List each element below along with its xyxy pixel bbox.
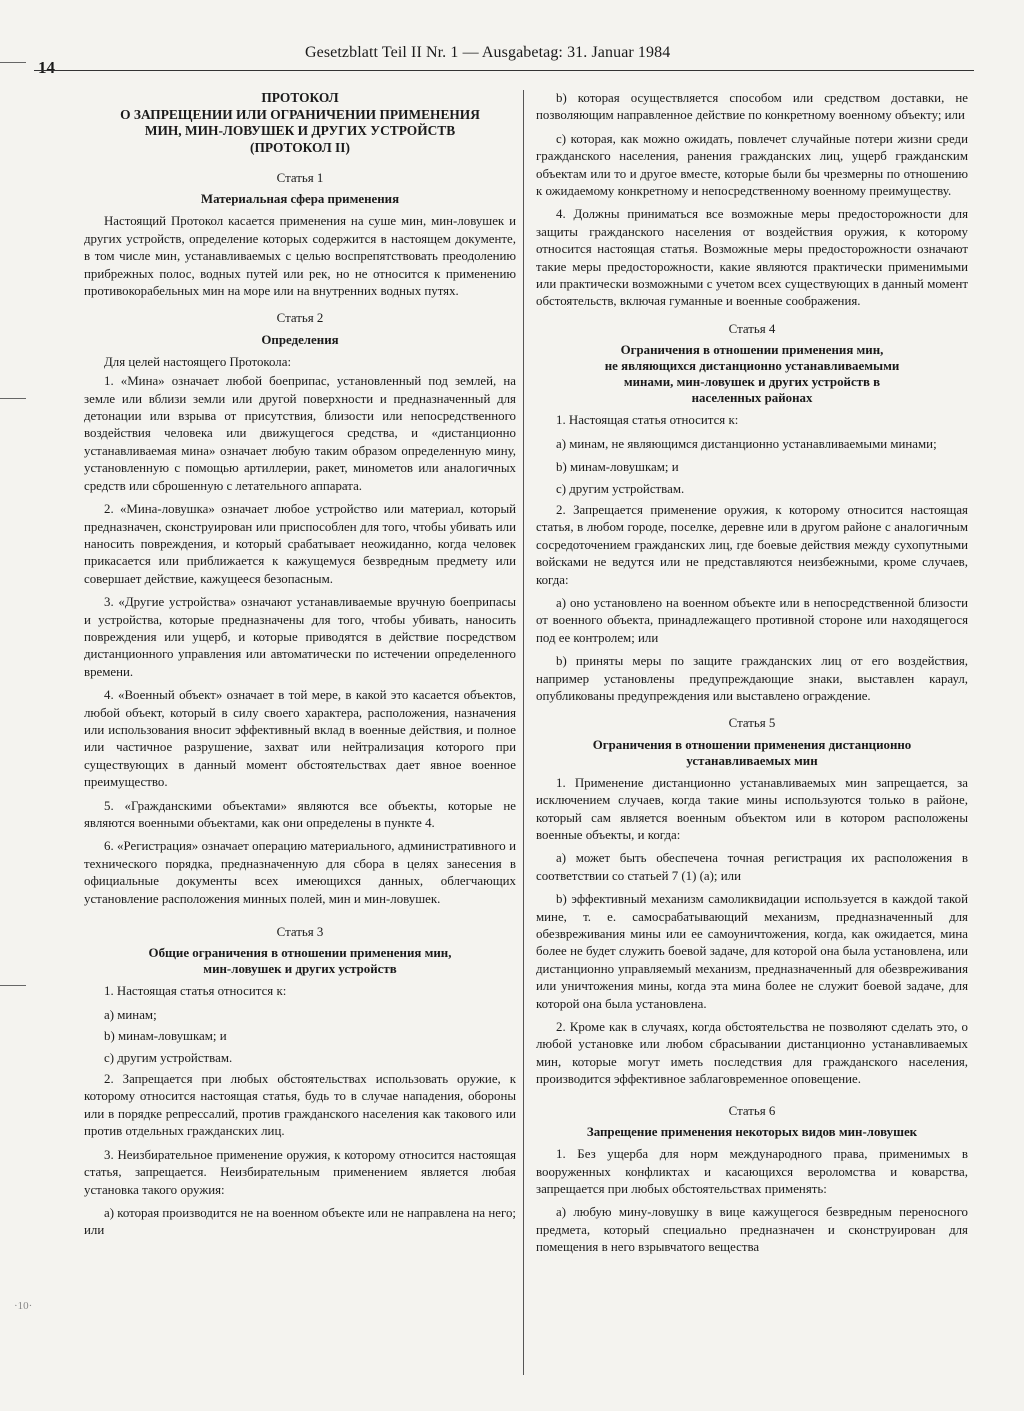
article-2-item: 2. «Мина-ловушка» означает любое устройство или материал, который предназначен, сконструирован или приспособлен для того, чтобы убивать или наносить повреждения, и который срабатывает неожиданно, когда человек прикасается или приближается к кажущемуся безвредным предмету или совершает действие, кажущееся безопасным. xyxy=(84,502,516,586)
left-column xyxy=(84,90,516,1246)
article-2-number: Статья 2 xyxy=(276,311,324,326)
right-column xyxy=(536,90,968,1263)
title-line: ПРОТОКОЛ xyxy=(261,90,339,105)
heading-line: Ограничения в отношении применения дистанционно xyxy=(592,737,912,752)
article-3-subitem: c) которая, как можно ожидать, повлечет случайные потери жизни среди гражданского населения, ранения гражданских лиц, ущерб гражданским объектам или то и другое вместе, которые были бы чрезмерны по отношению к ожидаемому конкретному и непосредственному военному преимуществу. xyxy=(536,131,968,199)
article-4-heading xyxy=(536,342,968,406)
article-3-paragraph: 2. Запрещается при любых обстоятельствах использовать оружие, к которому относится настоящая статья, будь то в случае нападения, обороны или в порядке репрессалий, против гражданского населения как такового или против отдельных гражданских лиц. xyxy=(84,1072,516,1139)
list-item: b) минам-ловушкам; и xyxy=(104,1029,227,1044)
list-item: c) другим устройствам. xyxy=(556,481,685,496)
list-item: a) минам, не являющимся дистанционно устанавливаемыми минами; xyxy=(556,436,937,451)
article-2-item: 1. «Мина» означает любой боеприпас, установленный под землей, на земле или вблизи земли или другой поверхности и предназначенный для детонации или взрыва от присутствия, близости или непосредственного воздействия человека или движущегося средства, и «дистанционно устанавливаемая мина» означает любую таким образом определенную мину, установленную с помощью артиллерии, ракет, минометов или аналогичных средств или сброшенную с летательного аппарата. xyxy=(84,374,516,493)
title-line: (ПРОТОКОЛ II) xyxy=(250,139,350,155)
heading-line: населенных районах xyxy=(691,391,813,406)
article-6-heading: Запрещение применения некоторых видов мин-ловушек xyxy=(586,1125,918,1140)
article-2-item: 5. «Гражданскими объектами» являются все объекты, которые не являются военными объектами, как они определены в пункте 4. xyxy=(84,798,516,830)
header-rule xyxy=(34,70,974,71)
article-2-item: 3. «Другие устройства» означают устанавливаемые вручную боеприпасы и устройства, которые предназначены для того, чтобы убивать, наносить повреждения или ущерб, и которые приводятся в действие посредством дистанционного управления или автоматически по истечении определенного времени. xyxy=(84,595,516,679)
margin-tick xyxy=(0,985,26,986)
heading-line: Ограничения в отношении применения мин, xyxy=(620,343,884,358)
article-5-paragraph: 2. Кроме как в случаях, когда обстоятельства не позволяют сделать это, о любой установке или любом сбрасывании дистанционно устанавливаемых мин, которые могут иметь последствия для гражданского населения, производится эффективное заблаговременное оповещение. xyxy=(536,1020,968,1087)
title-line: МИН, МИН-ЛОВУШЕК И ДРУГИХ УСТРОЙСТВ xyxy=(144,123,456,138)
heading-line: Общие ограничения в отношении применения мин, xyxy=(148,946,452,961)
title-line: О ЗАПРЕЩЕНИИ ИЛИ ОГРАНИЧЕНИИ ПРИМЕНЕНИЯ xyxy=(120,106,480,122)
heading-line: мин-ловушек и других устройств xyxy=(203,962,397,977)
article-3-heading xyxy=(84,945,516,977)
article-4-subitem: b) приняты меры по защите гражданских лиц от его воздействия, например установлены предупреждающие знаки, выставлен караул, опубликованы предупреждения или выставлено ограждение. xyxy=(536,654,968,703)
article-2-intro: Для целей настоящего Протокола: xyxy=(104,354,292,369)
article-1-heading: Материальная сфера применения xyxy=(200,192,400,207)
article-2-heading: Определения xyxy=(261,332,339,347)
article-5-heading xyxy=(536,737,968,769)
article-4-number: Статья 4 xyxy=(728,321,776,336)
article-4-paragraph: 2. Запрещается применение оружия, к которому относится настоящая статья, в любом городе, поселке, деревне или в другом районе с аналогичным сосредоточением гражданских лиц, где боевые действия между сухопутными войсками не ведутся или не представляются неизбежными, кроме случаев, когда: xyxy=(536,502,968,587)
article-3-number: Статья 3 xyxy=(276,925,324,940)
article-3-paragraph: 3. Неизбирательное применение оружия, к которому относится настоящая статья, запрещается. Неизбирательным применением является любая установка такого оружия: xyxy=(84,1147,516,1197)
article-5-paragraph: 1. Применение дистанционно устанавливаемых мин запрещается, за исключением случаев, когда такие мины используются только в районе, который сам является военным объектом или в котором расположены военные объекты, и когда: xyxy=(536,775,968,842)
margin-tick xyxy=(0,398,26,399)
article-2-item: 4. «Военный объект» означает в той мере, в какой это касается объектов, любой объект, который в силу своего характера, расположения, назначения или использования вносит эффективный вклад в военные действия, и полное или частичное разрушение, захват или нейтрализация которого при существующих в данный момент обстоятельствах дает явное военное преимущество. xyxy=(84,688,516,790)
article-1-text: Настоящий Протокол касается применения на суше мин, мин-ловушек и других устройств, определение которых содержится в настоящем документе, в том числе мин, устанавливаемых с целью воспрепятствовать преодолению прибрежных полос, водных путей или рек, но не относится к применению противокорабельных мин на море или на внутренних водных путях. xyxy=(84,214,516,299)
margin-tick xyxy=(0,62,26,63)
article-3-paragraph: 1. Настоящая статья относится к: xyxy=(104,984,287,999)
article-5-number: Статья 5 xyxy=(728,716,776,731)
article-6-number: Статья 6 xyxy=(728,1103,776,1118)
article-2-item: 6. «Регистрация» означает операцию материального, административного и технического порядка, предназначенную для сбора в целях занесения в официальные документы всех имеющихся данных, облегчающих установление расположения минных полей, мин и мин-ловушек. xyxy=(84,839,516,906)
article-5-subitem: a) может быть обеспечена точная регистрация их расположения в соответствии со статьей 7 (1) (a); или xyxy=(536,851,968,883)
column-divider xyxy=(523,90,524,1375)
article-1-number: Статья 1 xyxy=(276,171,324,185)
article-3-subitem: a) которая производится не на военном объекте или не направлена на него; или xyxy=(84,1205,516,1238)
article-3-subitem: b) которая осуществляется способом или средством доставки, не позволяющим направленное действие по конкретному военному объекту; или xyxy=(536,91,968,123)
heading-line: минами, мин-ловушек и других устройств в xyxy=(623,375,881,390)
article-6-subitem: a) любую мину-ловушку в вице кажущегося безвредным переносного предмета, который специально предназначен и сконструирован для помещения в него взрывчатого вещества xyxy=(536,1205,968,1255)
heading-line: устанавливаемых мин xyxy=(686,753,818,768)
article-3-paragraph: 4. Должны приниматься все возможные меры предосторожности для защиты гражданского населения от воздействия оружия, к которому относится настоящая статья. Возможные меры предосторожности означают такие меры предосторожности, какие являются практически применимыми или практически возможными с учетом всех существующих в данный момент обстоятельств, включая гуманные и военные соображения. xyxy=(536,207,968,309)
list-item: c) другим устройствам. xyxy=(104,1050,233,1065)
article-5-subitem: b) эффективный механизм самоликвидации используется в каждой такой мине, т. е. самосрабатывающий механизм, предназначенный для обезвреживания мины или ее самоуничтожения, когда, как ожидается, мина более не будет служить боевой задаче, для которой она была установлена, или дистанционно управляемый механизм, предназначенный для обезвреживания или уничтожения мины, когда эта мина более не служит боевой задаче, для которой она была установлена. xyxy=(536,892,968,1011)
margin-mark: ·10· xyxy=(14,1300,33,1312)
protocol-title xyxy=(84,90,516,156)
heading-line: не являющихся дистанционно устанавливаемыми xyxy=(604,359,900,374)
article-6-paragraph: 1. Без ущерба для норм международного права, применимых в вооруженных конфликтах и касающихся вероломства и коварства, запрещается при любых обстоятельствах применять: xyxy=(536,1147,968,1196)
page-number: 14 xyxy=(38,58,55,77)
list-item: b) минам-ловушкам; и xyxy=(556,460,679,475)
article-4-paragraph: 1. Настоящая статья относится к: xyxy=(556,413,739,428)
running-header: Gesetzblatt Teil II Nr. 1 — Ausgabetag: 31. Januar 1984 xyxy=(305,44,671,61)
article-4-subitem: a) оно установлено на военном объекте или в непосредственной близости от военного объекта, принадлежащего противной стороне или находящегося под ее контролем; или xyxy=(536,595,968,645)
list-item: a) минам; xyxy=(104,1007,157,1022)
